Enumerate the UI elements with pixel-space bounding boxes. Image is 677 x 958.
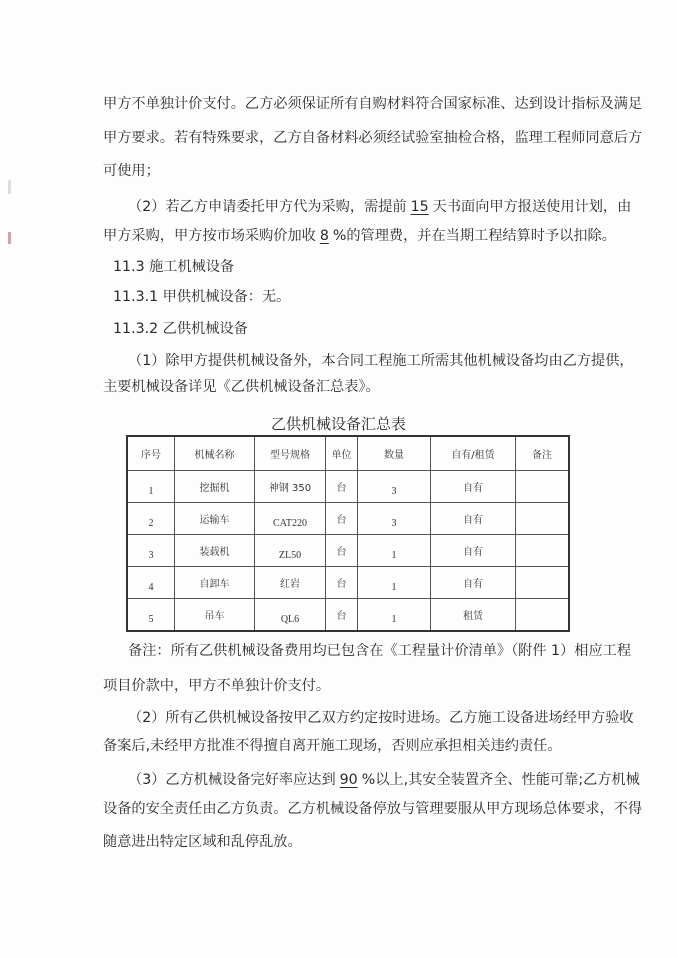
text-line xyxy=(103,161,160,181)
table-row xyxy=(127,599,569,632)
header-cell: 机械名称 xyxy=(175,436,255,471)
text-segment: 主要机械设备详见《乙供机械设备汇总表》。 xyxy=(103,379,380,395)
text-line xyxy=(103,799,643,819)
cell-text: ZL50 xyxy=(278,550,302,561)
cell-text: 台 xyxy=(336,611,347,622)
cell-text: 台 xyxy=(336,483,347,494)
table-cell xyxy=(431,503,516,535)
table-cell xyxy=(358,599,431,632)
table-cell xyxy=(431,535,516,567)
header-cell: 数量 xyxy=(358,436,431,471)
cell-text: 自有 xyxy=(463,483,483,494)
table-cell xyxy=(255,471,326,503)
text-segment: 备注：所有乙供机械设备费用均已包含在《工程量计价清单》（附件 1）相应工程 xyxy=(128,643,632,659)
table-title: 乙供机械设备汇总表 xyxy=(270,415,406,433)
text-segment: 备案后,未经甲方批准不得擅自离开施工现场，否则应承担相关违约责任。 xyxy=(103,738,562,754)
table-cell xyxy=(431,567,516,599)
table-cell xyxy=(127,567,175,599)
scan-mark xyxy=(8,180,11,194)
filled-value: 90 xyxy=(339,772,358,788)
table-cell xyxy=(255,599,326,632)
text-segment: （3）乙方机械设备完好率应达到 xyxy=(128,772,336,788)
cell-text: 4 xyxy=(148,582,154,593)
text-segment: 项目价款中，甲方不单独计价支付。 xyxy=(103,678,331,694)
text-segment: （2）若乙方申请委托甲方代为采购，需提前 xyxy=(128,199,407,215)
table-cell xyxy=(175,567,255,599)
cell-text: 1 xyxy=(148,486,154,497)
text-segment: %的管理费，并在当期工程结算时予以扣除。 xyxy=(332,228,616,244)
cell-text: CAT220 xyxy=(273,518,307,529)
text-line xyxy=(128,351,634,371)
cell-text: 1 xyxy=(391,582,397,593)
cell-text: 神钢 350 xyxy=(268,483,312,494)
text-segment: 随意进出特定区域和乱停乱放。 xyxy=(103,834,302,850)
text-line xyxy=(103,676,330,696)
table-cell xyxy=(516,535,570,567)
text-segment: （2）所有乙供机械设备按甲乙双方约定按时进场。乙方施工设备进场经甲方验收 xyxy=(128,710,634,726)
text-segment: 甲方要求。若有特殊要求，乙方自备材料必须经试验室抽检合格，监理工程师同意后方 xyxy=(103,130,643,146)
table-cell xyxy=(175,471,255,503)
text-line xyxy=(103,94,643,114)
text-line xyxy=(128,708,634,728)
scan-mark xyxy=(8,232,11,244)
table-cell xyxy=(127,503,175,535)
table-cell xyxy=(326,599,358,632)
table-cell xyxy=(255,503,326,535)
table-cell xyxy=(255,535,326,567)
text-line xyxy=(113,287,290,307)
table-cell xyxy=(127,599,175,632)
text-line xyxy=(128,197,632,217)
filled-value: 15 xyxy=(410,199,429,215)
text-segment: 甲方采购，甲方按市场采购价加收 xyxy=(103,228,316,244)
text-line xyxy=(103,128,643,148)
cell-text: 自有 xyxy=(463,579,483,590)
table-cell xyxy=(326,503,358,535)
cell-text: 运输车 xyxy=(199,515,230,526)
table-cell xyxy=(326,535,358,567)
table-cell xyxy=(358,567,431,599)
cell-text: 3 xyxy=(148,550,154,561)
cell-text: 2 xyxy=(148,518,154,529)
text-line xyxy=(128,770,640,790)
equipment-table xyxy=(126,435,570,632)
table-cell xyxy=(358,503,431,535)
cell-text: 5 xyxy=(148,614,154,625)
text-segment: %以上,其安全装置齐全、性能可靠;乙方机械 xyxy=(361,772,640,788)
text-line xyxy=(103,832,302,852)
cell-text: 吊车 xyxy=(204,611,225,622)
table-row xyxy=(127,471,569,503)
cell-text: QL6 xyxy=(280,614,300,625)
text-line xyxy=(113,257,234,277)
table-cell xyxy=(255,567,326,599)
table-cell xyxy=(516,599,570,632)
header-cell: 自有/租赁 xyxy=(431,436,516,471)
table-cell xyxy=(358,471,431,503)
text-line xyxy=(103,377,380,397)
header-cell: 单位 xyxy=(326,436,358,471)
cell-text: 红岩 xyxy=(280,579,300,590)
cell-text: 台 xyxy=(336,515,347,526)
table-cell xyxy=(431,471,516,503)
table-row xyxy=(127,503,569,535)
table-cell xyxy=(127,535,175,567)
table-cell xyxy=(326,471,358,503)
text-line xyxy=(113,319,248,339)
cell-text: 3 xyxy=(391,486,397,497)
table-cell xyxy=(175,503,255,535)
text-line xyxy=(128,641,632,661)
text-segment: 可使用； xyxy=(103,163,160,179)
cell-text: 台 xyxy=(336,547,347,558)
table-cell xyxy=(516,567,570,599)
text-segment: 11.3 施工机械设备 xyxy=(113,259,235,275)
cell-text: 装载机 xyxy=(199,547,230,558)
cell-text: 3 xyxy=(391,518,397,529)
cell-text: 台 xyxy=(336,579,347,590)
text-segment: 11.3.1 甲供机械设备：无。 xyxy=(113,289,291,305)
table-cell xyxy=(175,535,255,567)
header-cell: 序号 xyxy=(127,436,175,471)
table-header-row xyxy=(127,436,569,471)
cell-text: 1 xyxy=(391,614,397,625)
text-segment: 11.3.2 乙供机械设备 xyxy=(113,321,248,337)
table-cell xyxy=(326,567,358,599)
table-cell xyxy=(358,535,431,567)
cell-text: 租赁 xyxy=(463,611,483,622)
text-line xyxy=(103,736,562,756)
table-row xyxy=(127,567,569,599)
text-segment: 设备的安全责任由乙方负责。乙方机械设备停放与管理要服从甲方现场总体要求，不得 xyxy=(103,801,643,817)
text-segment: （1）除甲方提供机械设备外，本合同工程施工所需其他机械设备均由乙方提供， xyxy=(128,353,634,369)
table-cell xyxy=(516,503,570,535)
text-segment: 天书面向甲方报送使用计划，由 xyxy=(432,199,632,215)
table-row xyxy=(127,535,569,567)
table-cell xyxy=(127,471,175,503)
cell-text: 自卸车 xyxy=(199,579,230,590)
cell-text: 1 xyxy=(391,550,397,561)
header-cell: 备注 xyxy=(516,436,570,471)
filled-value: 8 xyxy=(319,228,329,244)
table-cell xyxy=(431,599,516,632)
text-segment: 甲方不单独计价支付。乙方必须保证所有自购材料符合国家标准、达到设计指标及满足 xyxy=(103,96,643,112)
header-cell: 型号规格 xyxy=(255,436,326,471)
cell-text: 自有 xyxy=(463,547,483,558)
table-cell xyxy=(175,599,255,632)
cell-text: 挖掘机 xyxy=(199,483,230,494)
text-line xyxy=(103,226,616,246)
table-cell xyxy=(516,471,570,503)
cell-text: 自有 xyxy=(463,515,483,526)
